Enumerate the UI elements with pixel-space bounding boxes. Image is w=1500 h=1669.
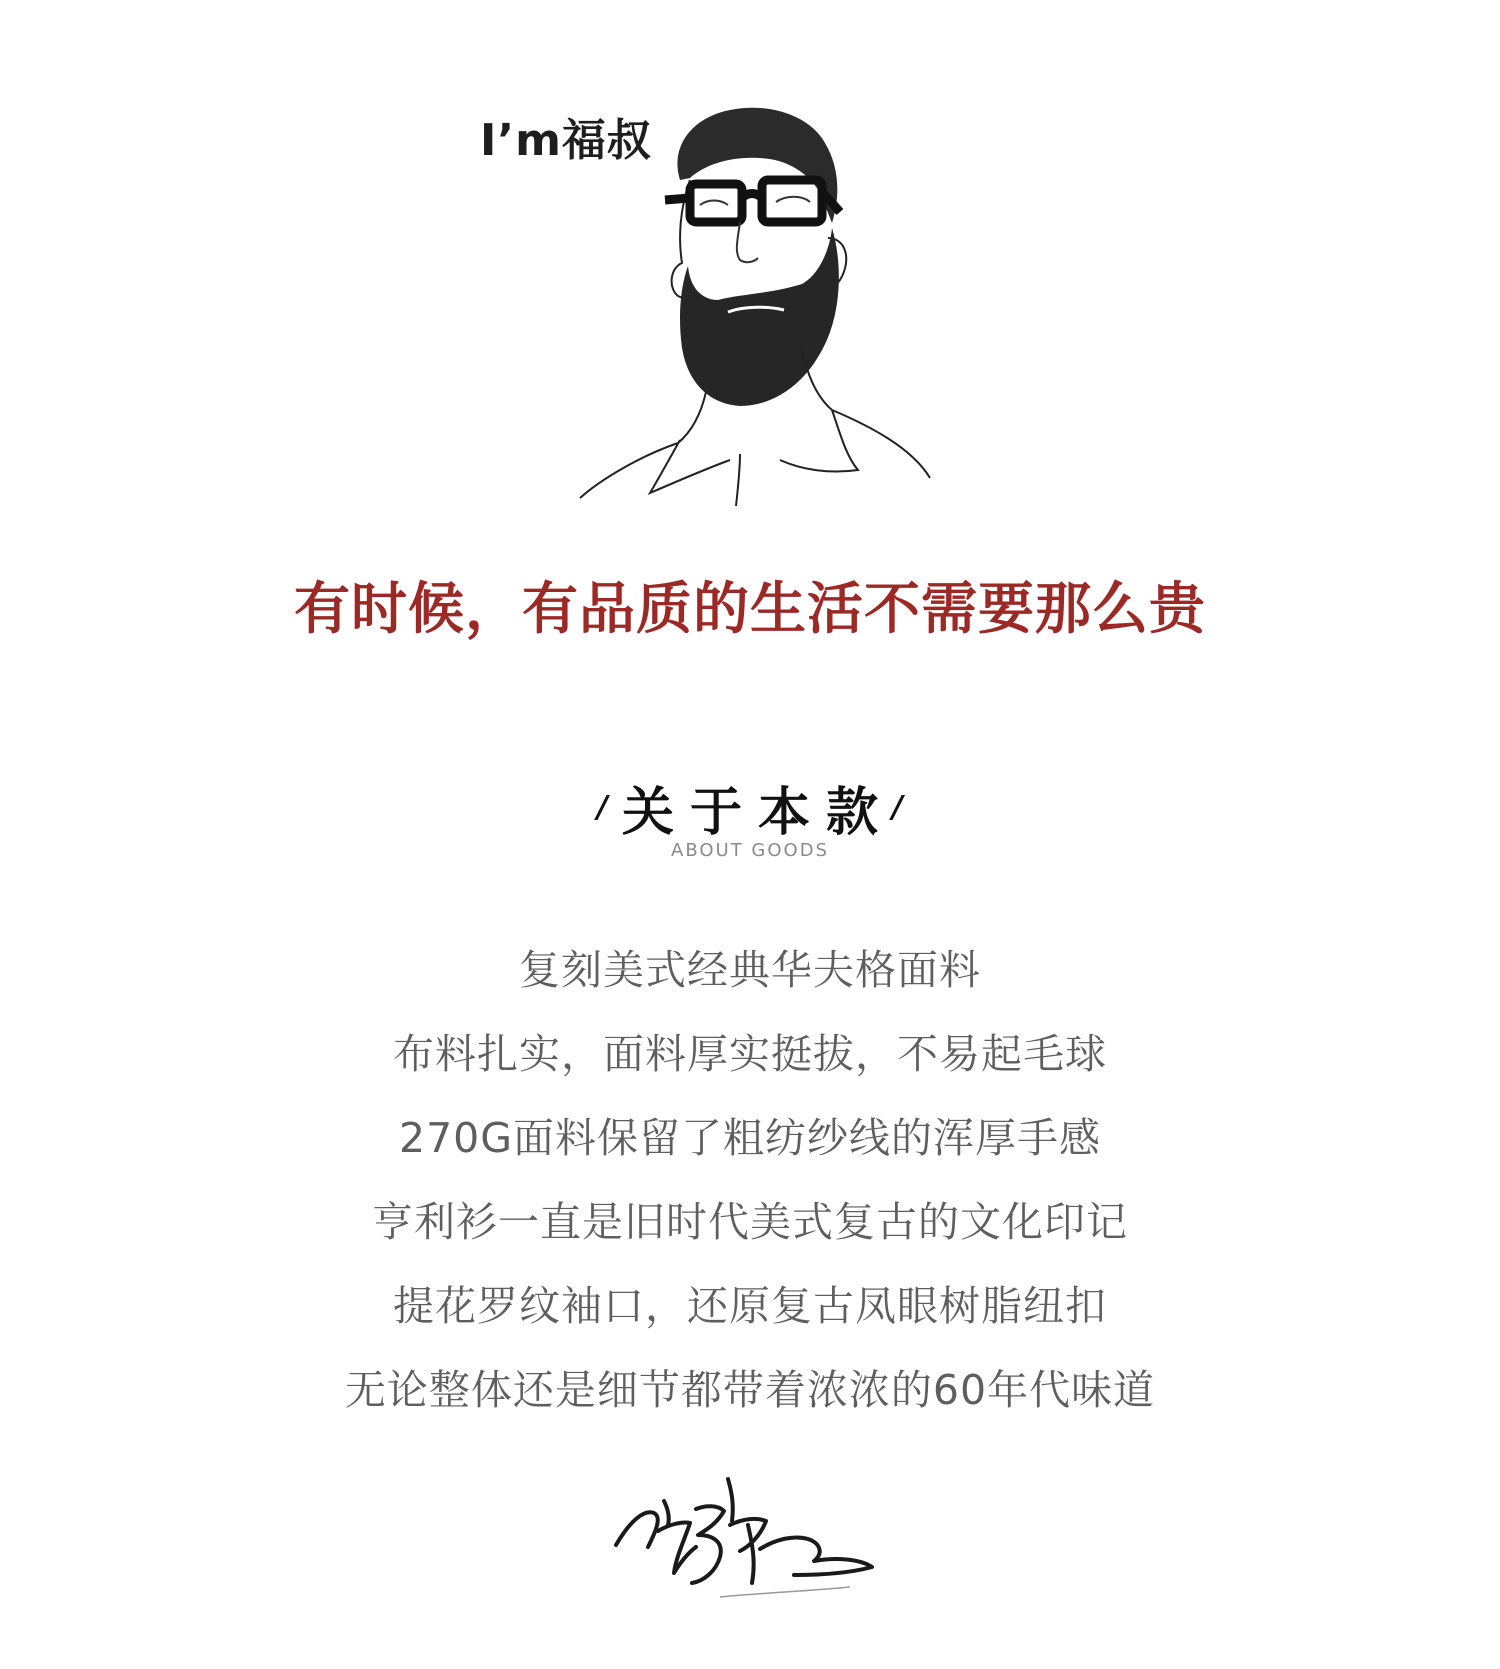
description-line: 布料扎实，面料厚实挺拔，不易起毛球: [393, 1030, 1107, 1078]
left-eye: [700, 201, 728, 206]
nose: [737, 222, 758, 262]
glasses: [665, 180, 840, 222]
bearded-man-portrait: [540, 88, 940, 508]
section-heading: [0, 770, 1500, 845]
description-line: 无论整体还是细节都带着浓浓的60年代味道: [344, 1366, 1156, 1414]
shirt-placket: [736, 454, 740, 506]
description-line: 亨利衫一直是旧时代美式复古的文化印记: [372, 1198, 1128, 1246]
hair: [677, 108, 837, 223]
handwritten-signature: [610, 1465, 880, 1615]
intro-label: I’m福叔: [480, 115, 652, 166]
product-description: [0, 928, 1500, 1432]
description-line: 复刻美式经典华夫格面料: [519, 946, 981, 994]
tagline: 有时候，有品质的生活不需要那么贵: [294, 577, 1206, 642]
signature-underline: [720, 1587, 850, 1597]
description-line: 270G面料保留了粗纺纱线的浑厚手感: [398, 1114, 1102, 1162]
shoulder-right: [832, 410, 930, 478]
heading-slash-left: /: [597, 790, 608, 825]
beard: [680, 228, 839, 406]
description-line: 提花罗纹袖口，还原复古凤眼树脂纽扣: [393, 1282, 1107, 1330]
section-subtitle: ABOUT GOODS: [671, 840, 829, 861]
neck-left: [678, 392, 706, 443]
heading-slash-right: /: [892, 790, 903, 825]
right-eye: [776, 197, 810, 202]
collar-right: [780, 410, 858, 472]
section-title: 关于本款: [621, 783, 894, 843]
